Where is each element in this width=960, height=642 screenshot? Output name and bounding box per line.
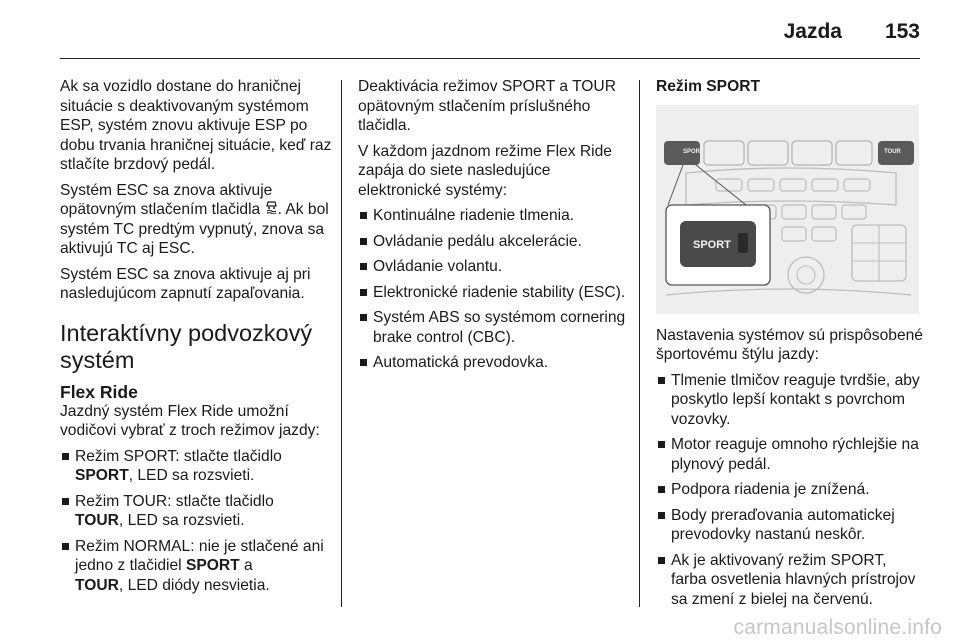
sport-button-large-label: SPORT — [693, 238, 731, 251]
list-item: Ovládanie pedálu akcelerácie. — [358, 232, 632, 252]
text: . Ak bol systém TC predtým vypnutý, znova sa aktivujú TC aj ESC. — [60, 201, 329, 257]
list-item: Ovládanie volantu. — [358, 257, 632, 277]
column-3 — [656, 77, 926, 615]
paragraph-esc-ignition: Systém ESC sa znova aktivuje aj pri nasledujúcom zapnutí zapaľovania. — [60, 265, 311, 302]
text: Systém ESC sa znova aktivuje opätovným stlačením tlačidla — [60, 181, 273, 218]
paragraph-flex-ride: Jazdný systém Flex Ride umožní vodičovi vybrať z troch režimov jazdy: — [60, 402, 320, 439]
systems-list — [358, 206, 632, 373]
column-1 — [60, 77, 332, 601]
list-item: Elektronické riadenie stability (ESC). — [358, 283, 632, 303]
list-item: Podpora riadenia je znížená. — [656, 480, 926, 500]
paragraph-sport-settings: Nastavenia systémov sú prispôsobené športovému štýlu jazdy: — [656, 326, 923, 363]
column-divider — [639, 80, 640, 607]
dashboard-illustration — [656, 105, 919, 314]
paragraph-esc-reactivate — [60, 181, 332, 259]
list-item: Tlmenie tlmičov reaguje tvrdšie, aby poskytlo lepší kontakt s povrchom vozovky. — [656, 371, 926, 430]
list-item: Motor reaguje omnoho rýchlejšie na plynový pedál. — [656, 435, 926, 474]
list-item: Body preraďovania automatickej prevodovky nastanú neskôr. — [656, 506, 926, 545]
section-heading: Interaktívny podvozkový systém — [60, 319, 313, 373]
page-header — [60, 18, 920, 59]
list-item: Automatická prevodovka. — [358, 353, 632, 373]
list-item: Režim TOUR: stlačte tlačidlo TOUR, LED sa rozsvieti. — [60, 492, 332, 531]
paragraph-systems: V každom jazdnom režime Flex Ride zapája do siete nasledujúce elektronické systémy: — [358, 142, 612, 199]
paragraph-esp-limit: Ak sa vozidlo dostane do hraničnej situácie s deaktivovaným systémom ESP, systém znovu aktivuje ESP po dobu trvania hraničnej situácie, keď raz stlačíte brzdový pedál. — [60, 78, 332, 173]
paragraph-deactivate: Deaktivácia režimov SPORT a TOUR opätovným stlačením príslušného tlačidla. — [358, 78, 616, 134]
column-divider — [341, 80, 342, 607]
list-item: Ak je aktivovaný režim SPORT, farba osvetlenia hlavných prístrojov sa zmení z bielej na červenú. — [656, 551, 926, 610]
list-item: Režim NORMAL: nie je stlačené ani jedno z tlačidiel SPORT a TOUR, LED diódy nesvietia. — [60, 537, 332, 596]
subsection-heading: Režim SPORT — [656, 78, 760, 95]
list-item: Systém ABS so systémom cornering brake control (CBC). — [358, 308, 632, 347]
tour-button-small-label: TOUR — [884, 148, 901, 155]
page-number: 153 — [884, 20, 920, 43]
sport-effects-list — [656, 371, 926, 610]
center-console-drawing — [656, 105, 919, 314]
column-2 — [358, 77, 632, 379]
mode-list — [60, 447, 332, 596]
esp-off-icon — [265, 200, 278, 220]
list-item: Kontinuálne riadenie tlmenia. — [358, 206, 632, 226]
sport-button-small-label: SPORT — [683, 148, 704, 155]
subsection-heading: Flex Ride — [60, 381, 138, 402]
watermark: carmanualsonline.info — [733, 616, 942, 639]
page-title: Jazda — [783, 20, 842, 43]
list-item: Režim SPORT: stlačte tlačidlo SPORT, LED sa rozsvieti. — [60, 447, 332, 486]
